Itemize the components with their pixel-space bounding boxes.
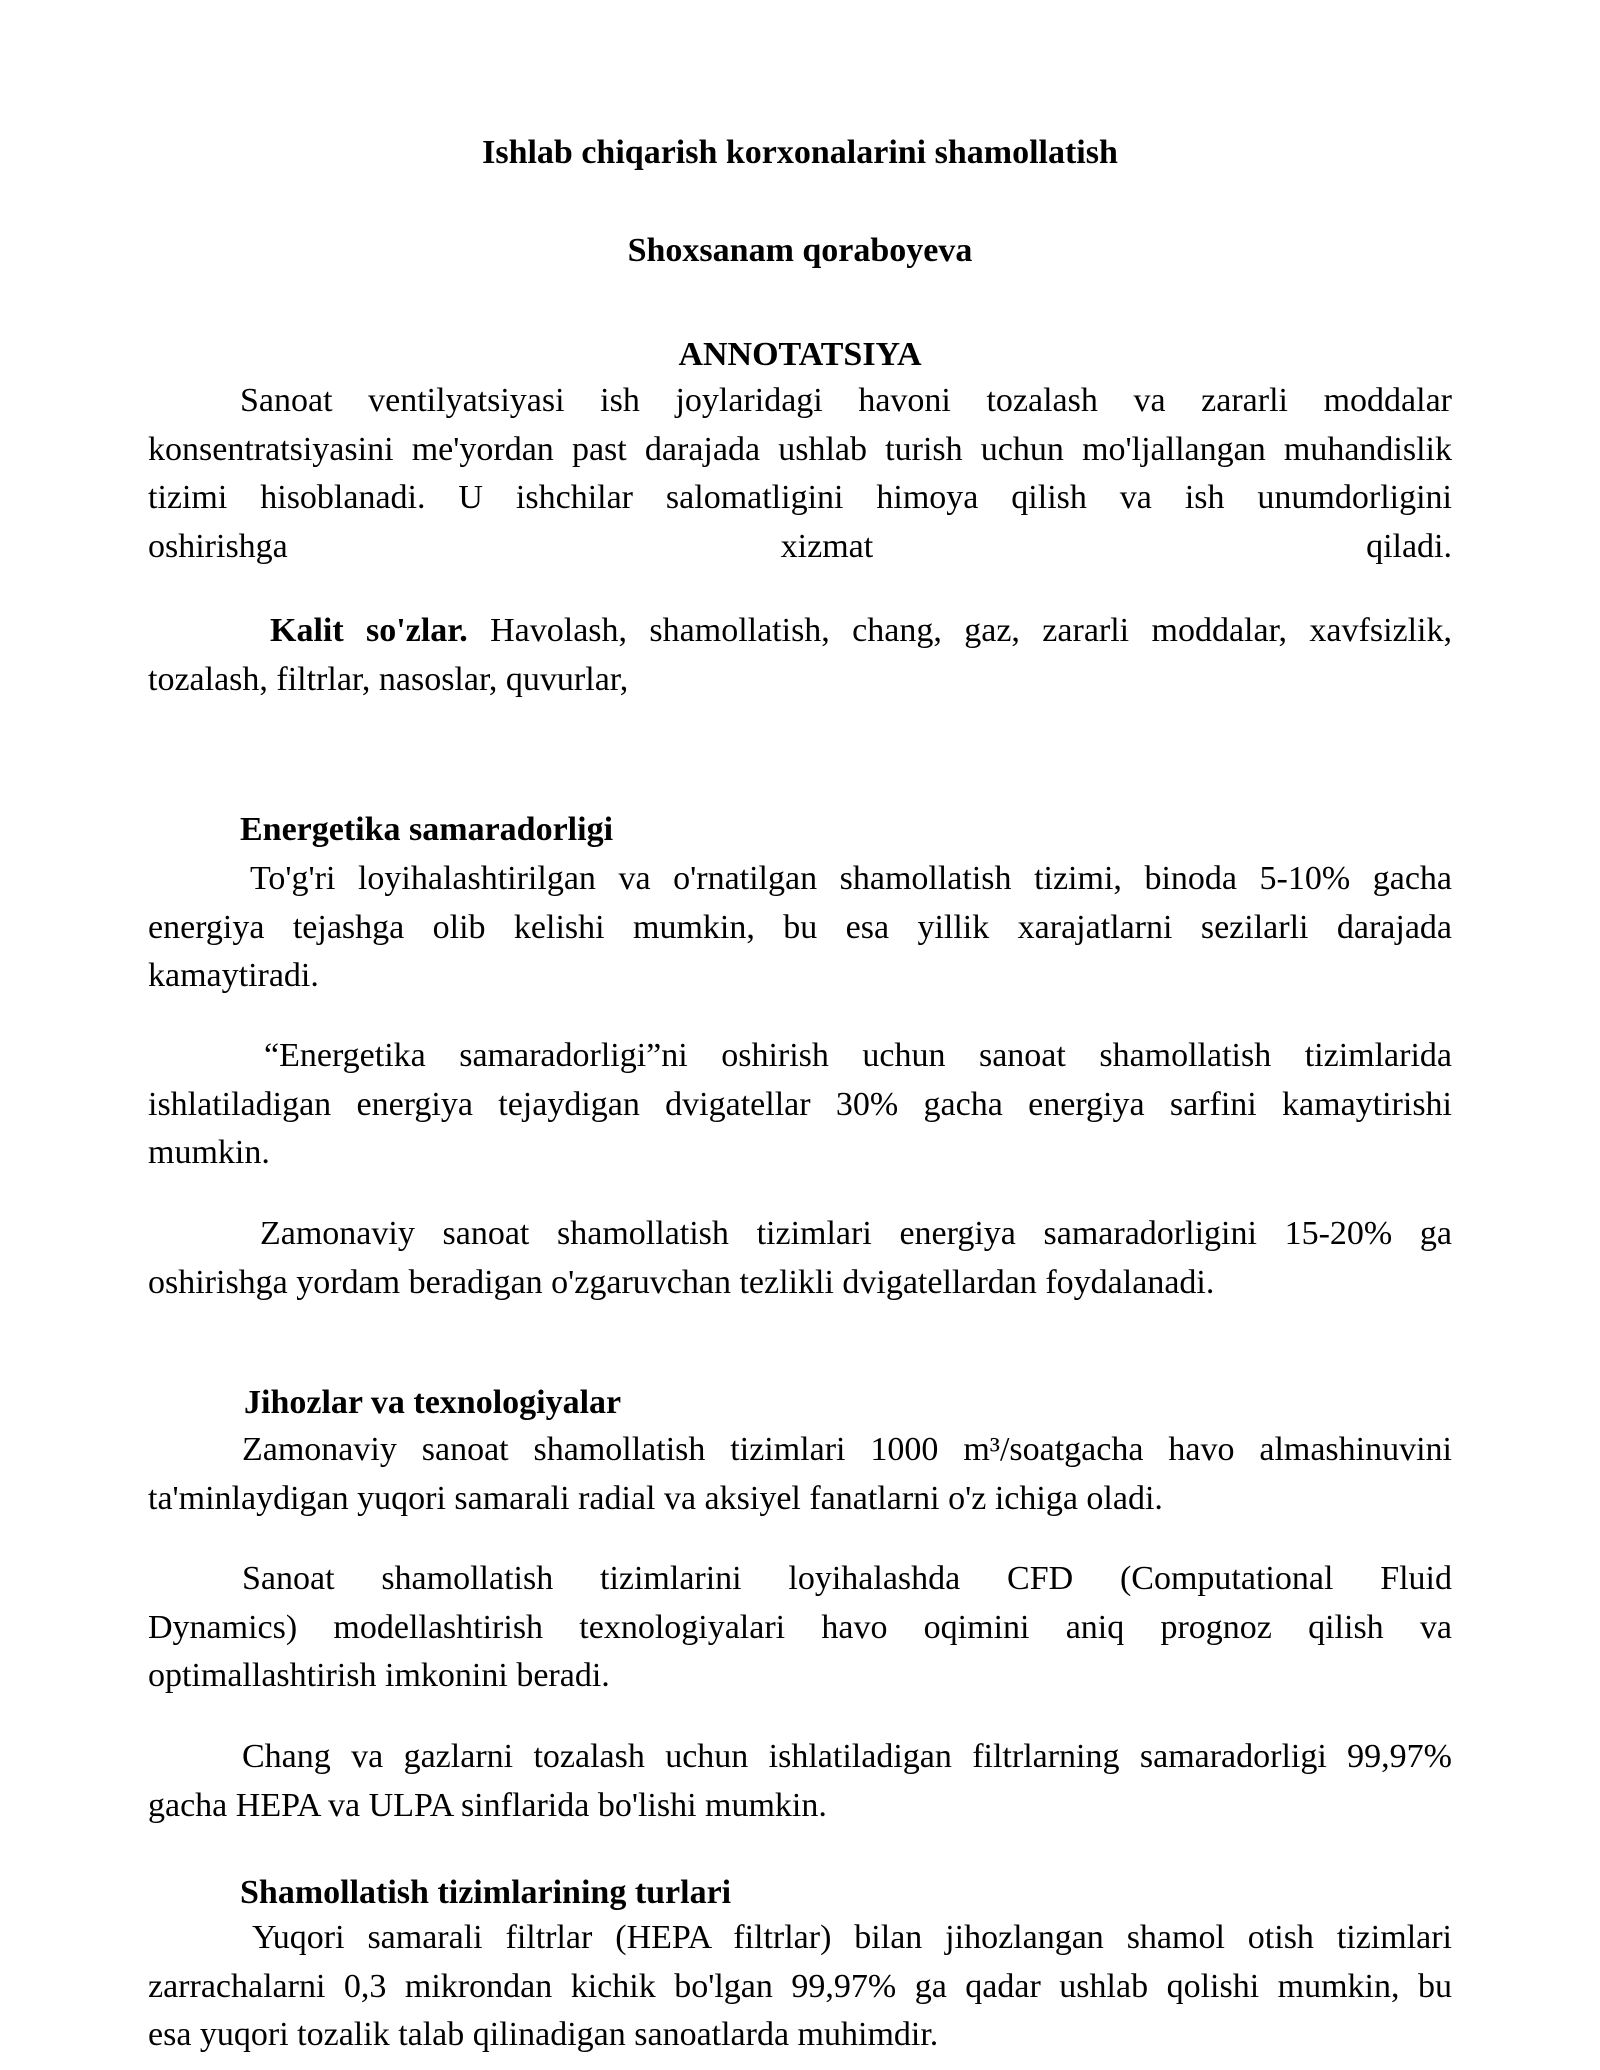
keywords-list: Havolash, shamollatish, chang, gaz, zararli moddalar, xavfsizlik, xyxy=(490,612,1452,649)
author-name: Shoxsanam qoraboyeva xyxy=(627,232,973,269)
paragraph-line: kamaytiradi. xyxy=(148,957,319,994)
paragraph-line: zarrachalarni 0,3 mikrondan kichik bo'lgan 99,97% ga qadar ushlab qolishi mumkin, bu xyxy=(148,1967,1452,2005)
equipment-paragraph-3 xyxy=(148,1733,1452,1830)
keywords-label: Kalit so'zlar. xyxy=(270,612,468,649)
paragraph-line: Dynamics) modellashtirish texnologiyalari havo oqimini aniq prognoz qilish va xyxy=(148,1608,1452,1646)
energy-paragraph-3 xyxy=(148,1210,1452,1307)
equipment-paragraph-1 xyxy=(148,1426,1452,1523)
paragraph-line: Zamonaviy sanoat shamollatish tizimlari energiya samaradorligini 15-20% ga xyxy=(260,1215,1452,1252)
paragraph-line: mumkin. xyxy=(148,1134,270,1171)
keywords-paragraph xyxy=(148,607,1452,704)
paragraph-line: ta'minlaydigan yuqori samarali radial va aksiyel fanatlarni o'z ichiga oladi. xyxy=(148,1479,1163,1517)
annotation-line: konsentratsiyasini me'yordan past darajada ushlab turish uchun mo'ljallangan muhandislik xyxy=(148,430,1452,468)
system-types-paragraph-1 xyxy=(148,1914,1452,2060)
paragraph-line: oshirishga yordam beradigan o'zgaruvchan tezlikli dvigatellardan foydalanadi. xyxy=(148,1263,1215,1301)
paragraph-line: Chang va gazlarni tozalash uchun ishlatiladigan filtrlarning samaradorligi 99,97% xyxy=(242,1738,1452,1775)
annotation-line: oshirishga xizmat qiladi. xyxy=(148,527,1452,565)
paragraph-line: esa yuqori tozalik talab qilinadigan sanoatlarda muhimdir. xyxy=(148,2016,939,2053)
section-heading-system-types: Shamollatish tizimlarining turlari xyxy=(240,1874,732,1911)
equipment-paragraph-2 xyxy=(148,1555,1452,1701)
paragraph-line: “Energetika samaradorligi”ni oshirish uchun sanoat shamollatish tizimlarida xyxy=(264,1037,1452,1074)
paragraph-line: To'g'ri loyihalashtirilgan va o'rnatilgan shamollatish tizimi, binoda 5-10% gacha xyxy=(250,860,1452,897)
paragraph-line: gacha HEPA va ULPA sinflarida bo'lishi mumkin. xyxy=(148,1786,827,1824)
annotation-line: Sanoat ventilyatsiyasi ish joylaridagi havoni tozalash va zararli moddalar xyxy=(240,382,1452,419)
annotation-heading: ANNOTATSIYA xyxy=(678,336,922,373)
annotation-paragraph xyxy=(148,377,1452,571)
keywords-line: tozalash, filtrlar, nasoslar, quvurlar, xyxy=(148,660,629,698)
document-title: Ishlab chiqarish korxonalarini shamollatish xyxy=(482,134,1118,171)
paragraph-line: Sanoat shamollatish tizimlarini loyihalashda CFD (Computational Fluid xyxy=(242,1560,1452,1597)
keywords-line xyxy=(148,607,1452,656)
energy-paragraph-2 xyxy=(148,1032,1452,1178)
paragraph-line: optimallashtirish imkonini beradi. xyxy=(148,1657,610,1694)
paragraph-line: Yuqori samarali filtrlar (HEPA filtrlar) bilan jihozlangan shamol otish tizimlari xyxy=(252,1919,1452,1956)
energy-paragraph-1 xyxy=(148,855,1452,1001)
section-heading-equipment: Jihozlar va texnologiyalar xyxy=(244,1384,622,1421)
paragraph-line: Zamonaviy sanoat shamollatish tizimlari 1000 m³/soatgacha havo almashinuvini xyxy=(242,1431,1452,1468)
paragraph-line: ishlatiladigan energiya tejaydigan dvigatellar 30% gacha energiya sarfini kamaytirishi xyxy=(148,1085,1452,1123)
paragraph-line: energiya tejashga olib kelishi mumkin, bu esa yillik xarajatlarni sezilarli darajada xyxy=(148,908,1452,946)
section-heading-energy: Energetika samaradorligi xyxy=(240,811,614,848)
annotation-line: tizimi hisoblanadi. U ishchilar salomatligini himoya qilish va ish unumdorligini xyxy=(148,479,1452,516)
